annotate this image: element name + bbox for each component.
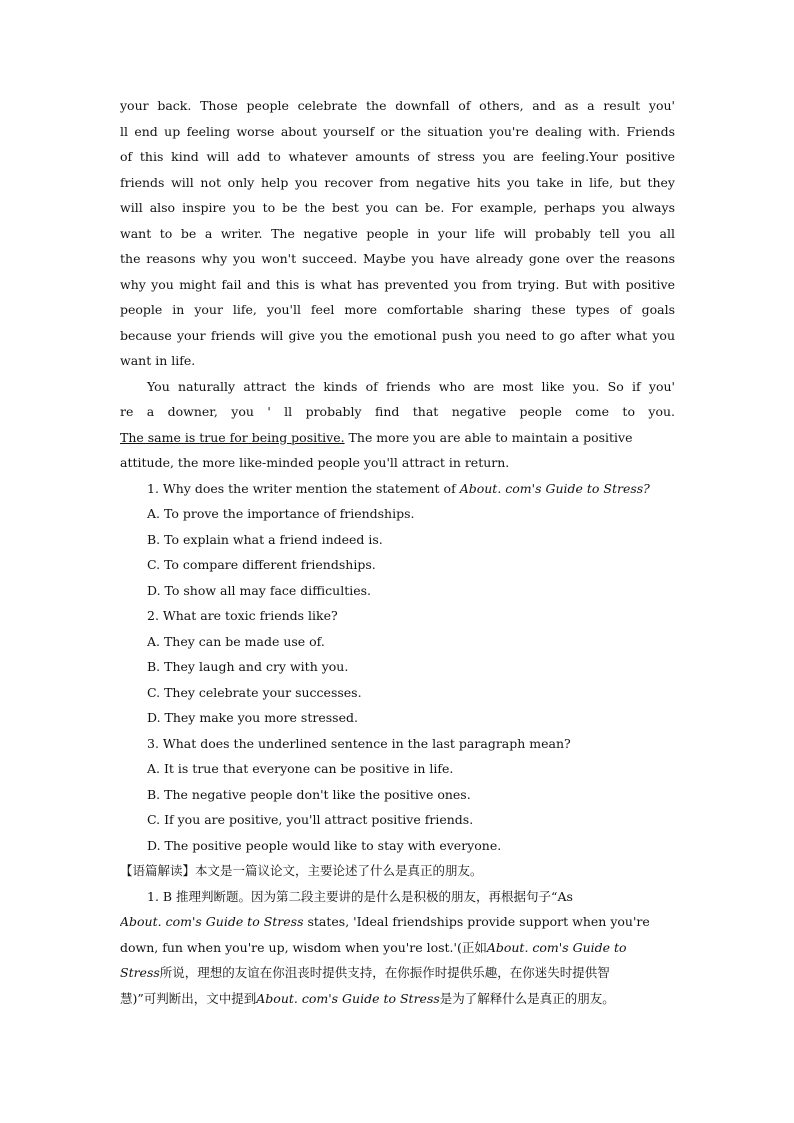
passage-paragraph-1 (120, 93, 675, 374)
question-2 (120, 603, 675, 731)
passage-line: want in life. (120, 353, 196, 368)
analysis-line: Stress所说，理想的友谊在你沮丧时提供支持，在你振作时提供乐趣，在你迷失时提供智 (120, 965, 610, 980)
passage-paragraph-2 (120, 374, 675, 476)
passage-line: the reasons why you won't succeed. Maybe you have already gone over the reasons (120, 251, 675, 266)
analysis-line: 1. B 推理判断题。因为第二段主要讲的是什么是积极的朋友，再根据句子“As (147, 888, 573, 904)
passage-line: will also inspire you to be the best you can be. For example, perhaps you always (120, 200, 675, 215)
passage-text: The more you are able to maintain a positive (344, 429, 633, 445)
passage-line: people in your life, you'll feel more comfortable sharing these types of goals (120, 302, 675, 317)
answer-option: D. To show all may face difficulties. (147, 582, 371, 598)
question-stem: 1. Why does the writer mention the statement of About. com's Guide to Stress? (147, 480, 650, 496)
passage-line: attitude, the more like-minded people you'll attract in return. (120, 455, 510, 470)
passage-line: re a downer, you ' ll probably find that negative people come to you. (120, 404, 675, 419)
answer-option: D. They make you more stressed. (147, 710, 358, 725)
answer-option: C. To compare different friendships. (147, 557, 376, 572)
answer-option: B. To explain what a friend indeed is. (147, 531, 383, 547)
passage-line: your back. Those people celebrate the downfall of others, and as a result you' (120, 98, 675, 113)
analysis-line: 慧)”可判断出，文中提到About. com's Guide to Stress是为了解释什么是真正的朋友。 (120, 990, 615, 1006)
question-stem: 2. What are toxic friends like? (147, 608, 338, 623)
passage-line: of this kind will add to whatever amounts of stress you are feeling.Your positive (120, 149, 675, 164)
passage-line: friends will not only help you recover from negative hits you take in life, but they (120, 174, 675, 190)
answer-option: B. The negative people don't like the positive ones. (147, 786, 471, 802)
answer-option: A. To prove the importance of friendships. (147, 506, 415, 521)
answer-option: A. They can be made use of. (147, 633, 325, 649)
passage-line: want to be a writer. The negative people in your life will probably tell you all (120, 225, 675, 241)
underlined-sentence: The same is true for being positive. (120, 429, 345, 445)
analysis-heading: 【语篇解读】本文是一篇议论文，主要论述了什么是真正的朋友。 (120, 863, 483, 878)
answer-option: C. If you are positive, you'll attract positive friends. (147, 812, 474, 827)
passage-line: because your friends will give you the emotional push you need to go after what you (120, 327, 675, 343)
analysis-section (120, 858, 675, 1011)
answer-option: A. It is true that everyone can be positive in life. (147, 761, 454, 776)
question-1 (120, 476, 675, 604)
passage-line: why you might fail and this is what has prevented you from trying. But with positive (120, 276, 675, 292)
answer-option: D. The positive people would like to stay with everyone. (147, 837, 502, 853)
analysis-line: down, fun when you're up, wisdom when you're lost.'(正如About. com's Guide to (120, 939, 627, 955)
answer-option: B. They laugh and cry with you. (147, 659, 349, 674)
document-page (120, 93, 675, 1011)
passage-line: ll end up feeling worse about yourself or the situation you're dealing with. Friends (120, 123, 675, 139)
question-stem: 3. What does the underlined sentence in the last paragraph mean? (147, 735, 571, 751)
passage-line (120, 425, 675, 451)
analysis-line: About. com's Guide to Stress states, 'Ideal friendships provide support when you're (120, 914, 650, 929)
passage-line: You naturally attract the kinds of friends who are most like you. So if you' (147, 378, 675, 394)
question-3 (120, 731, 675, 859)
answer-option: C. They celebrate your successes. (147, 684, 362, 700)
